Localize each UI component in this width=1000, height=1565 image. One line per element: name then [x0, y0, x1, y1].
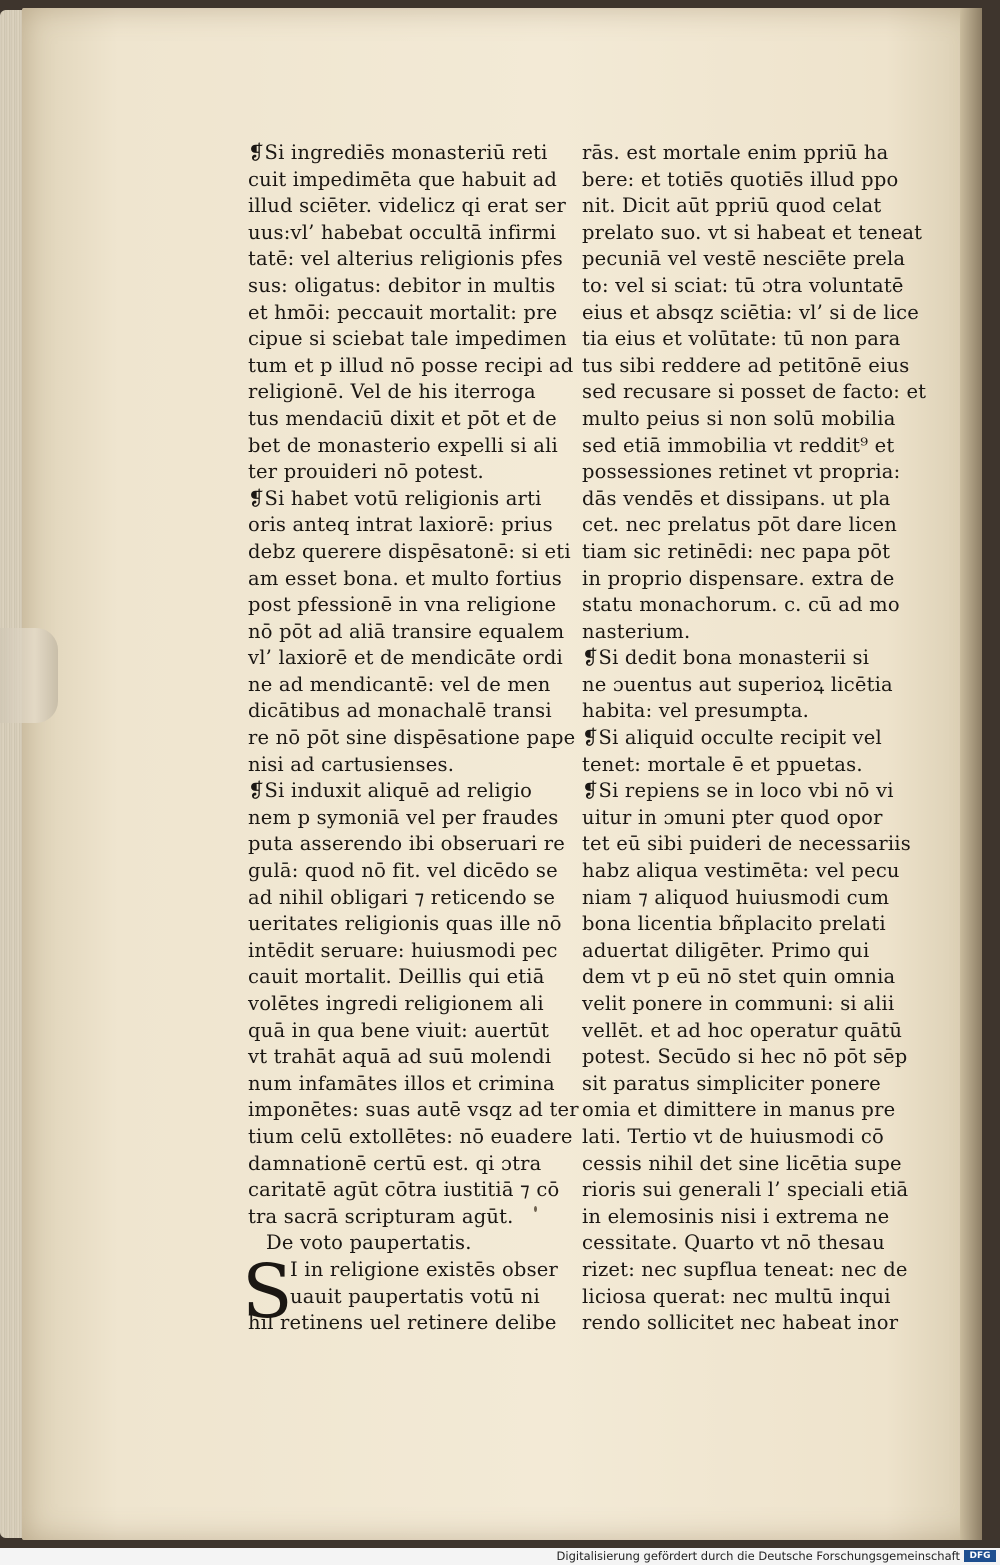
text-line: nit. Dicit aūt ppriū quod celat [582, 194, 882, 218]
text-line: dās vendēs et dissipans. ut pla [582, 486, 891, 510]
text-line: to: vel si sciat: tū ɔtra voluntatē [582, 273, 904, 297]
text-line: religionē. Vel de his iterroga [248, 380, 536, 404]
text-line: cuit impedimēta que habuit ad [248, 167, 558, 191]
text-line: sus: oligatus: debitor in multis [248, 273, 556, 297]
text-line: debz querere dispēsatonē: si eti [248, 539, 571, 563]
text-line: tet eū sibi puideri de necessariis [582, 832, 911, 856]
text-line: tra sacrā scripturam agūt. [248, 1204, 514, 1228]
text-line: pecuniā vel vestē nesciēte prela [582, 247, 906, 271]
text-line: puta asserendo ibi obseruari re [248, 832, 565, 856]
text-line: ter prouideri nō potest. [248, 460, 484, 484]
text-line: nisi ad cartusienses. [248, 752, 455, 776]
text-line: ❡Si dedit bona monasterii si [582, 646, 870, 670]
text-line: am esset bona. et multo fortius [248, 566, 563, 590]
text-line: cessitate. Quarto vt nō thesau [582, 1231, 885, 1255]
text-line: habz aliqua vestimēta: vel pecu [582, 859, 900, 883]
text-line: niam ⁊ aliquod huiusmodi cum [582, 885, 890, 909]
text-line: post pfessionē in vna religione [248, 593, 557, 617]
text-line: ueritates religionis quas ille nō [248, 912, 562, 936]
text-line: nasterium. [582, 619, 691, 643]
footer-credit-text: Digitalisierung gefördert durch die Deutsche Forschungsgemeinschaft [556, 1549, 960, 1563]
text-line: bet de monasterio expelli si ali [248, 433, 558, 457]
text-line: sit paratus simpliciter ponere [582, 1071, 881, 1095]
text-line: ne ad mendicantē: vel de men [248, 672, 551, 696]
left-text-column [242, 140, 579, 1337]
text-line: statu monachorum. c. cū ad mo [582, 593, 900, 617]
text-line: ❡Si repiens se in loco vbi nō vi [582, 779, 894, 803]
text-line: vt trahāt aquā ad suū molendi [248, 1045, 552, 1069]
text-line: caritatē agūt cōtra iustitiā ⁊ cō [248, 1178, 560, 1202]
text-line: hil retinens uel retinere delibe [248, 1311, 557, 1335]
text-line: ❡Si aliquid occulte recipit vel [582, 726, 882, 750]
text-line: quā in qua bene viuit: auertūt [248, 1018, 549, 1042]
text-line: eius et absqz sciētia: vl’ si de lice [582, 300, 920, 324]
text-line: sed etiā immobilia vt reddit⁹ et [582, 433, 895, 457]
text-line: liciosa querat: nec multū inqui [582, 1284, 891, 1308]
text-line: ad nihil obligari ⁊ reticendo se [248, 885, 556, 909]
text-line: possessiones retinet vt propria: [582, 460, 901, 484]
text-line: tus mendaciū dixit et pōt et de [248, 406, 557, 430]
text-line: multo peius si non solū mobilia [582, 406, 896, 430]
ink-speck [534, 1206, 537, 1212]
text-line: sed recusare si posset de facto: et [582, 380, 927, 404]
text-line: tus sibi reddere ad petitōnē eius [582, 353, 910, 377]
text-line: habita: vel presumpta. [582, 699, 810, 723]
text-line: tia eius et volūtate: tū non para [582, 327, 901, 351]
text-line: uitur in ɔmuni pter quod opor [582, 805, 883, 829]
initial-paragraph [242, 1248, 578, 1337]
text-line: tiam sic retinēdi: nec papa pōt [582, 539, 891, 563]
text-line: I in religione existēs obser [290, 1257, 559, 1281]
text-line: potest. Secūdo si hec nō pōt sēp [582, 1045, 908, 1069]
text-line: tenet: mortale ē et ppuetas. [582, 752, 863, 776]
section-heading: De voto paupertatis. [266, 1231, 472, 1255]
text-line: ❡Si habet votū religionis arti [248, 486, 542, 510]
text-line: damnationē certū est. qi ɔtra [248, 1151, 542, 1175]
text-line: bere: et totiēs quotiēs illud ppo [582, 167, 899, 191]
text-line: velit ponere in communi: si alii [582, 992, 895, 1015]
text-line: tium celū extollētes: nō euadere [248, 1124, 573, 1148]
text-line: vellēt. et ad hoc operatur quātū [582, 1018, 903, 1042]
text-line: intēdit seruare: huiusmodi pec [248, 938, 558, 962]
text-line: imponētes: suas autē vsqz ad ter [248, 1098, 579, 1122]
footer-bar [0, 1548, 1000, 1565]
text-line: cet. nec prelatus pōt dare licen [582, 513, 898, 537]
text-line: ne ɔuentus aut superioꝝ licētia [582, 672, 893, 696]
text-line: ❡Si induxit aliquē ad religio [248, 779, 533, 803]
text-line: in elemosinis nisi i extrema ne [582, 1204, 890, 1228]
page-gutter [960, 8, 982, 1540]
text-line: uus:vl’ habebat occultā infirmi [248, 220, 557, 244]
right-text-column [582, 140, 927, 1337]
text-line: uauit paupertatis votū ni [290, 1284, 540, 1308]
text-line: et hmōi: peccauit mortalit: pre [248, 300, 558, 324]
dfg-logo-icon: DFG [964, 1550, 996, 1562]
text-line: rioris sui generali l’ speciali etiā [582, 1178, 909, 1202]
text-line: bona licentia bñplacito prelati [582, 912, 886, 936]
clasp-strap [0, 628, 58, 723]
drop-cap-initial: S [242, 1248, 293, 1335]
text-line: tatē: vel alterius religionis pfes [248, 247, 564, 271]
text-line: ❡Si ingrediēs monasteriū reti [248, 141, 548, 164]
text-line: rizet: nec supflua teneat: nec de [582, 1257, 908, 1281]
text-line: volētes ingredi religionem ali [248, 992, 544, 1015]
text-line: cauit mortalit. Deillis qui etiā [248, 965, 545, 989]
text-line: aduertat diligēter. Primo qui [582, 938, 870, 962]
text-line: nō pōt ad aliā transire equalem [248, 619, 565, 643]
text-line: nem p symoniā vel per fraudes [248, 805, 559, 829]
text-line: tum et p illud nō posse recipi ad [248, 353, 574, 377]
text-line: re nō pōt sine dispēsatione pape [248, 726, 576, 750]
text-line: cipue si sciebat tale impedimen [248, 327, 567, 351]
text-line: rendo sollicitet nec habeat inor [582, 1311, 899, 1335]
text-line: oris anteq intrat laxiorē: prius [248, 513, 553, 537]
text-line: prelato suo. vt si habeat et teneat [582, 220, 923, 244]
text-line: cessis nihil det sine licētia supe [582, 1151, 902, 1175]
text-line: dem vt p eū nō stet quin omnia [582, 965, 896, 989]
text-line: in proprio dispensare. extra de [582, 566, 895, 590]
text-line: num infamātes illos et crimina [248, 1071, 555, 1095]
text-line: omia et dimittere in manus pre [582, 1098, 896, 1122]
text-line: illud sciēter. videlicz qi erat ser [248, 194, 567, 218]
text-line: lati. Tertio vt de huiusmodi cō [582, 1124, 884, 1148]
text-line: dicātibus ad monachalē transi [248, 699, 552, 723]
text-line: gulā: quod nō fit. vel dicēdo se [248, 859, 558, 883]
text-line: rās. est mortale enim ppriū ha [582, 141, 889, 164]
text-line: vl’ laxiorē et de mendicāte ordi [248, 646, 563, 670]
